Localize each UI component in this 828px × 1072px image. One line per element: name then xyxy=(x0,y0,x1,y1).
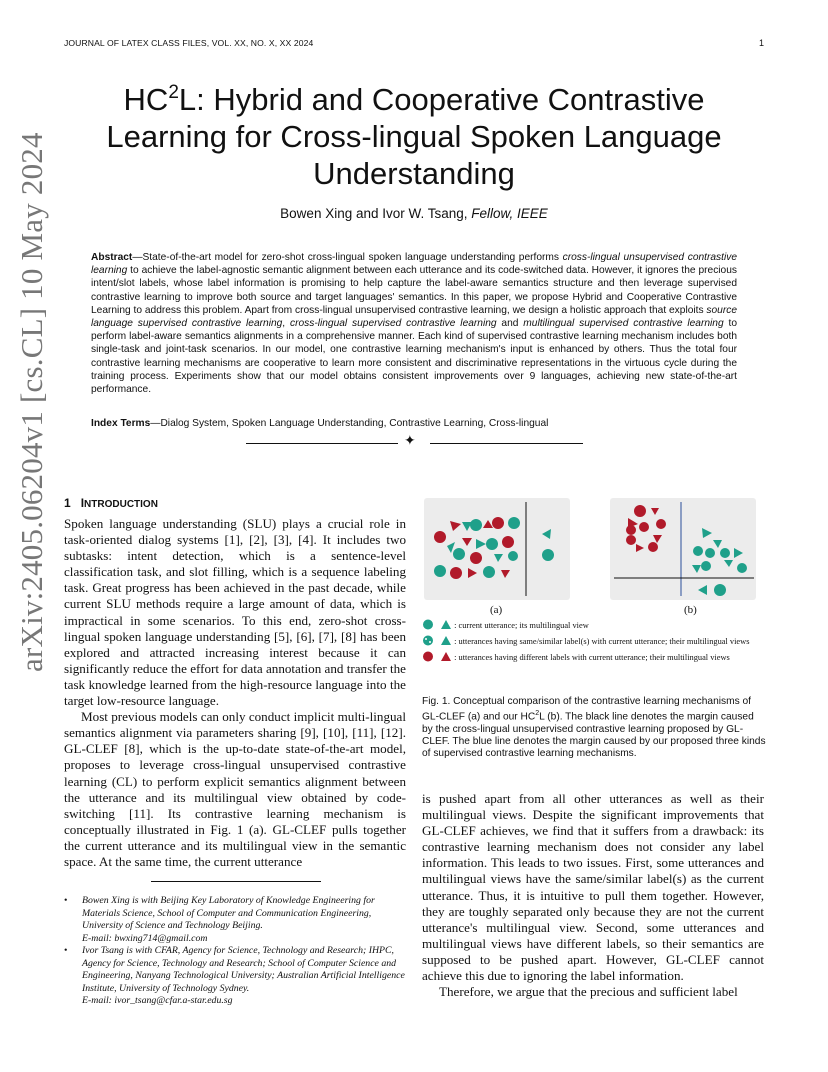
red-circle xyxy=(470,552,482,564)
paragraph: is pushed apart from all other utterances as well as their multilingual views. Despite the significant improvements that GL-CLEF achieves, we find that it suffers from a drawback: its contrastive learning mechanism does not consider any label information. This leads to two issues. First, some utterances and multilingual views have the same/similar label(s) as the current utterance. Thus, it is intuitive to pull them together. However, they are toughly separated only because they are not the current utterance's multilingual view. Second, some utterances and multilingual views have different labels, so their semantics are supposed to be pushed apart. However, GL-CLEF cannot achieve this due to ignoring the label information. xyxy=(422,791,764,984)
paragraph: Therefore, we argue that the precious and sufficient label xyxy=(439,984,738,1000)
section-number: 1 xyxy=(64,496,71,510)
footnote-1 xyxy=(64,895,406,945)
red-circle xyxy=(656,519,666,529)
index-terms xyxy=(91,418,737,429)
paragraph: Most previous models can only conduct implicit multi-lingual semantics alignment via parameters sharing [9], [10], [11], [12]. GL-CLEF [8], which is the up-to-date state-of-the-art model, proposes to leverage cross-lingual unsupervised contrastive learning (CL) to perform explicit semantics alignment between the utterance and its multilingual view obtained by code-switching [11]. Its contrastive learning mechanism is conceptually illustrated in Fig. 1 (a). GL-CLEF pulls together the current utterance and its multilingual view in the semantic space. At the same time, the current utterance xyxy=(64,709,406,869)
red-circle xyxy=(639,522,649,532)
teal-dotted-circle xyxy=(720,548,730,558)
legend-different-label-icons xyxy=(422,651,452,662)
section-title-first: I xyxy=(80,496,85,510)
section-heading xyxy=(64,496,158,510)
separator-star-icon: ✦ xyxy=(404,434,416,449)
abstract-text-3: , xyxy=(282,318,290,330)
paper-title xyxy=(60,74,768,192)
running-header: JOURNAL OF LATEX CLASS FILES, VOL. XX, NO. X, XX 2024 xyxy=(64,38,314,48)
teal-dotted-circle xyxy=(434,565,446,577)
teal-dotted-circle xyxy=(486,538,498,550)
paragraph: Spoken language understanding (SLU) plays a crucial role in task-oriented dialog systems [1], [2], [3], [4]. It includes two subtasks: intent detection, which is a sentence-level classification task, and slot filling, which is a sequence labeling task. Great progress has been achieved in the past decade, while current SLU methods require a large amount of data, which is impractical in some scenarios. To this end, zero-shot cross-lingual spoken language understanding [5], [6], [7], [8] has been explored and attracted increasing interest because it can significantly reduce the effort for data annotation and transfer the task knowledge learned from the high-resource language into the target low-resource language. xyxy=(64,516,406,709)
abstract-text-1: —State-of-the-art model for zero-shot cross-lingual spoken language understanding performs xyxy=(132,252,563,263)
teal-dotted-circle xyxy=(693,546,703,556)
teal-circle xyxy=(542,549,554,561)
red-circle xyxy=(634,505,646,517)
section-title-rest: NTRODUCTION xyxy=(84,499,158,510)
legend-text: : current utterance; its multilingual view xyxy=(454,621,589,630)
separator-right xyxy=(430,443,583,444)
title-sup: 2 xyxy=(168,82,179,103)
right-column xyxy=(422,791,764,1000)
abstract-italic-3: cross-lingual supervised contrastive learning xyxy=(290,318,497,330)
footnote-email: E-mail: bwxing714@gmail.com xyxy=(82,932,208,944)
authors xyxy=(60,206,768,221)
legend-row-1 xyxy=(422,619,589,630)
red-circle xyxy=(648,542,658,552)
abstract-label: Abstract xyxy=(91,252,133,263)
abstract-text-2: to achieve the label-agnostic semantic alignment between each utterance and its code-switched data. However, it ignores the precious intent/slot labels, whose label information is promising to help capture the label-aware semantics structure and then leverage supervised contrastive learning to improve both source and target languages' semantics. In this paper, we propose Hybrid and Cooperative Contrastive Learning to address this problem. Apart from cross-lingual unsupervised contrastive learning, we design a holistic approach that exploits xyxy=(91,265,737,316)
footnote-rule xyxy=(151,881,321,882)
panel-a-background xyxy=(424,498,570,600)
title-line-2: Learning for Cross-lingual Spoken Language xyxy=(106,119,722,154)
red-circle xyxy=(626,525,636,535)
footnote-email: E-mail: ivor_tsang@cfar.a-star.edu.sg xyxy=(82,995,233,1007)
legend-current-icons xyxy=(422,619,452,630)
legend-text: : utterances having same/similar label(s) with current utterance; their multilingual views xyxy=(454,637,750,646)
abstract-text-4: and xyxy=(496,318,524,330)
author-names: Bowen Xing and Ivor W. Tsang, xyxy=(280,206,472,221)
author-fellow: Fellow, IEEE xyxy=(471,206,548,221)
caption-sup: 2 xyxy=(535,710,540,718)
teal-dotted-circle xyxy=(705,548,715,558)
arxiv-stamp: arXiv:2405.06204v1 [cs.CL] 10 May 2024 xyxy=(14,132,49,672)
caption-text-1: Fig. 1. Conceptual comparison of the contrastive learning mechanisms of GL-CLEF (a) and our HC xyxy=(422,696,751,723)
panel-a-label: (a) xyxy=(490,604,503,616)
panel-b-label: (b) xyxy=(684,604,697,616)
bullet-icon: • xyxy=(64,895,68,906)
teal-circle xyxy=(714,584,726,596)
legend-row-2 xyxy=(422,635,749,646)
legend-row-3 xyxy=(422,651,730,662)
red-circle xyxy=(450,567,462,579)
abstract-italic-1: cross-lingual unsupervised contrastive learning xyxy=(91,252,737,277)
figure-caption xyxy=(422,696,766,760)
separator-left xyxy=(246,443,398,444)
title-line-3: Understanding xyxy=(313,156,515,191)
red-circle xyxy=(502,536,514,548)
footnote-text: Bowen Xing is with Beijing Key Laboratory of Knowledge Engineering for Materials Science, School of Computer and Communication Engineering, University of Science and Technology Beijing. xyxy=(82,895,375,932)
index-terms-text: —Dialog System, Spoken Language Understanding, Contrastive Learning, Cross-lingual xyxy=(150,418,549,429)
teal-dotted-circle xyxy=(701,561,711,571)
abstract-text-5: to perform label-aware semantics alignments in a comprehensive manner. Each kind of supervised contrastive learning mechanism includes both single-task and joint-task scenarios. In our model, one contrastive learning mechanism's input is enhanced by others. Thus the total four contrastive learning mechanisms are cooperative to learn more consistent and discriminative representations in the virtuous cycle during the training process. Experiments show that our model obtains consistent improvements over 9 languages, achieving new state-of-the-art performance. xyxy=(91,318,738,396)
teal-dotted-circle xyxy=(453,548,465,560)
teal-dotted-circle xyxy=(483,566,495,578)
teal-dotted-circle xyxy=(508,551,518,561)
caption-text-2: L (b). The black line denotes the margin caused by the cross-lingual unsupervised contrastive learning proposed by GL-CLEF. The blue line denotes the margin caused by our proposed three kinds of supervised contrastive learning mechanisms. xyxy=(422,711,766,760)
teal-dotted-circle xyxy=(508,517,520,529)
title-prefix: HC xyxy=(123,82,169,117)
title-rest-1: L: Hybrid and Cooperative Contrastive xyxy=(178,82,705,117)
abstract xyxy=(91,251,737,396)
abstract-italic-2: source language supervised contrastive learning xyxy=(91,304,737,330)
index-terms-label: Index Terms xyxy=(91,418,151,429)
red-circle xyxy=(626,535,636,545)
teal-dotted-circle xyxy=(737,563,747,573)
teal-dotted-circle xyxy=(470,519,482,531)
figure-1-panels xyxy=(424,498,764,602)
red-circle xyxy=(492,517,504,529)
footnote-text: Ivor Tsang is with CFAR, Agency for Science, Technology and Research; IHPC, Agency for Science, Technology and Research; School of Computer Science and Engineering, Nanyang Technological University; Australian Artificial Intelligence Institute, University of Technology Sydney. xyxy=(82,945,405,994)
abstract-italic-4: multilingual supervised contrastive learning xyxy=(523,318,724,330)
left-column xyxy=(64,516,406,870)
page-number: 1 xyxy=(758,38,764,48)
legend-text: : utterances having different labels with current utterance; their multilingual views xyxy=(454,653,730,662)
bullet-icon: • xyxy=(64,945,68,956)
footnote-2 xyxy=(64,945,406,1008)
red-circle xyxy=(434,531,446,543)
legend-same-label-icons xyxy=(422,635,452,646)
